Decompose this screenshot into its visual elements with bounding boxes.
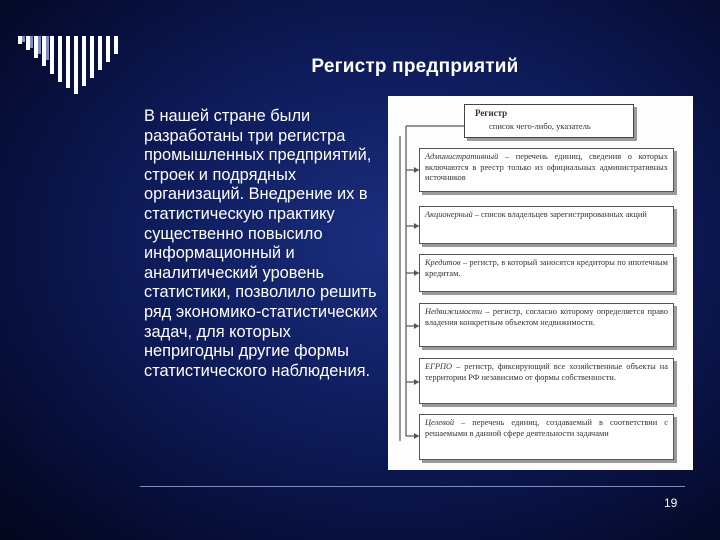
diagram-item-egrpo [419,358,674,404]
diagram-item-administrative [419,148,674,192]
diagram-item-term: Целевой [425,418,455,427]
footer-divider [140,486,685,487]
slide-title: Регистр предприятий [311,56,519,77]
diagram-item-text: – перечень единиц, сведения о которых включаются в реестр только из официальных административных источников [425,152,668,183]
diagram-item-target [419,414,674,460]
diagram-item-shareholder [419,206,674,244]
diagram-item-term: Кредитов [425,258,461,267]
diagram-item-term: Административный [425,152,499,161]
page-number: 19 [664,496,678,510]
diagram-item-term: ЕГРПО [425,362,453,371]
diagram-item-text: – перечень единиц, создаваемый в соответствии с решаемыми в данной сфере деятельности задачами [425,418,668,438]
diagram-header-subtitle: список чего-либо, указатель [489,121,591,131]
slide-body-text: В нашей стране были разработаны три регистра промышленных предприятий, строек и подрядных организаций. Внедрение их в статистическую практику существенно повысило информационный и аналитический уровень статистики, позволило решить ряд экономико-статистических задач, для которых непригодны другие формы статистического наблюдения. [144,107,378,380]
diagram-item-credits [419,254,674,292]
diagram-item-real-estate [419,303,674,347]
diagram-header-box [464,104,634,138]
diagram-item-text: – регистр, фиксирующий все хозяйственные объекты на территории РФ независимо от формы собственности. [425,362,668,382]
diagram-item-text: – регистр, в который заносятся кредиторы по ипотечным кредитам. [425,258,668,278]
diagram-header-title: Регистр [475,108,508,118]
decorative-bars [0,0,130,100]
diagram-item-term: Акционерный [425,210,473,219]
diagram-item-text: – список владельцев зарегистрированных акций [472,210,647,219]
diagram-item-text: – регистр, согласно которому определяется право владения конкретным объектом недвижимости. [425,307,668,327]
register-diagram [388,96,693,470]
diagram-item-term: Недвижимости [425,307,483,316]
